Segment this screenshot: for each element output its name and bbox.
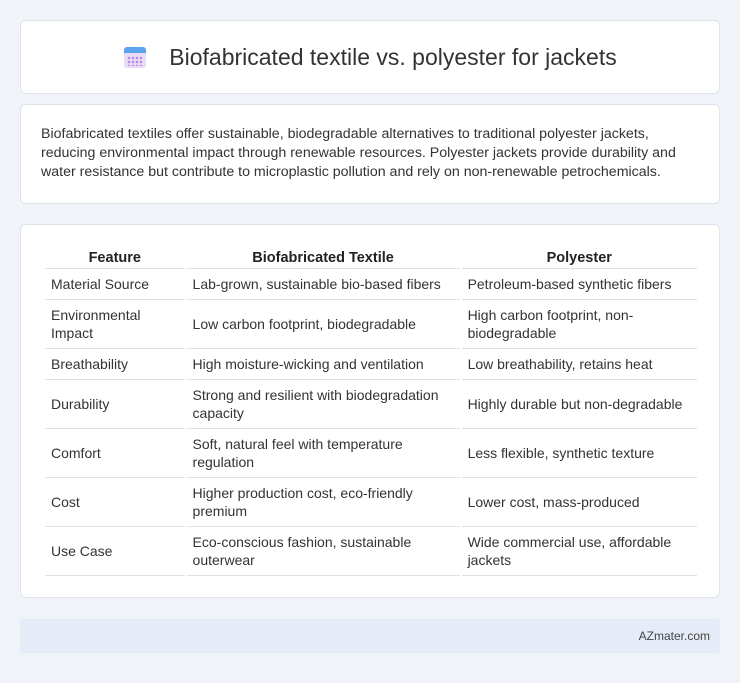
table-row xyxy=(45,269,697,300)
feature-cell: Comfort xyxy=(45,429,185,478)
feature-cell: Cost xyxy=(45,478,185,527)
polyester-cell: Low breathability, retains heat xyxy=(462,349,697,380)
biofabricated-cell: Soft, natural feel with temperature regulation xyxy=(187,429,460,478)
polyester-cell: Lower cost, mass-produced xyxy=(462,478,697,527)
polyester-cell: Wide commercial use, affordable jackets xyxy=(462,527,697,576)
biofabricated-cell: Eco-conscious fashion, sustainable outerwear xyxy=(187,527,460,576)
feature-cell: Durability xyxy=(45,380,185,429)
comparison-table xyxy=(43,245,699,576)
feature-cell: Use Case xyxy=(45,527,185,576)
polyester-cell: Highly durable but non-degradable xyxy=(462,380,697,429)
polyester-cell: Less flexible, synthetic texture xyxy=(462,429,697,478)
header-polyester: Polyester xyxy=(462,245,697,269)
table-row xyxy=(45,527,697,576)
biofabricated-cell: Strong and resilient with biodegradation capacity xyxy=(187,380,460,429)
description-text: Biofabricated textiles offer sustainable, biodegradable alternatives to traditional polyester jackets, reducing environmental impact through renewable resources. Polyester jackets provide durability and water resistance but contribute to microplastic pollution and rely on non-renewable petrochemicals. xyxy=(41,126,676,180)
page-title: Biofabricated textile vs. polyester for jackets xyxy=(169,43,617,70)
biofabricated-cell: High moisture-wicking and ventilation xyxy=(187,349,460,380)
biofabricated-cell: Higher production cost, eco-friendly premium xyxy=(187,478,460,527)
biofabricated-cell: Low carbon footprint, biodegradable xyxy=(187,300,460,349)
feature-cell: Breathability xyxy=(45,349,185,380)
polyester-cell: High carbon footprint, non-biodegradable xyxy=(462,300,697,349)
feature-cell: Material Source xyxy=(45,269,185,300)
header-feature: Feature xyxy=(45,245,185,269)
comparison-table-card xyxy=(20,224,720,598)
table-header-row xyxy=(45,245,697,269)
feature-cell: Environmental Impact xyxy=(45,300,185,349)
header-biofabricated: Biofabricated Textile xyxy=(187,245,460,269)
table-row xyxy=(45,478,697,527)
polyester-cell: Petroleum-based synthetic fibers xyxy=(462,269,697,300)
title-card xyxy=(20,20,720,94)
table-row xyxy=(45,349,697,380)
calendar-icon xyxy=(123,45,147,69)
biofabricated-cell: Lab-grown, sustainable bio-based fibers xyxy=(187,269,460,300)
table-row xyxy=(45,300,697,349)
footer-bar xyxy=(20,619,720,653)
footer-brand: AZmater.com xyxy=(638,629,710,643)
description-card xyxy=(20,104,720,204)
table-row xyxy=(45,380,697,429)
table-row xyxy=(45,429,697,478)
